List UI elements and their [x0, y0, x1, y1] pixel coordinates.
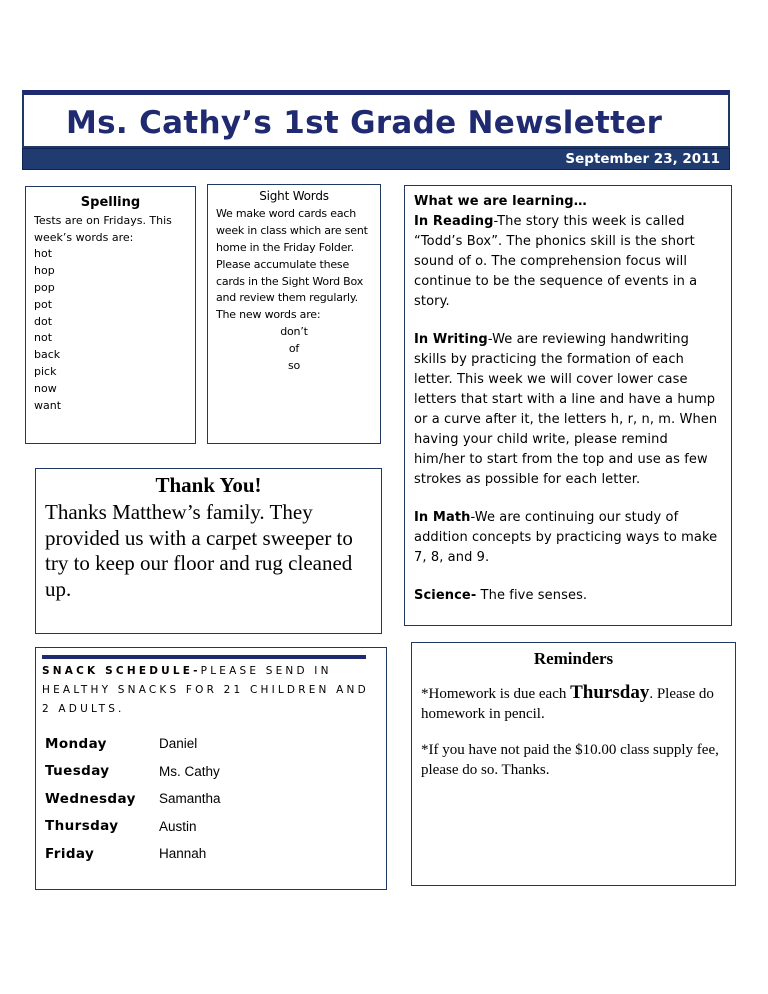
spelling-word: want: [34, 398, 62, 412]
snack-day: Thursday: [45, 818, 119, 835]
learning-box: [404, 185, 732, 626]
spelling-word: back: [34, 348, 61, 362]
spelling-word: not: [34, 331, 53, 345]
spelling-intro: Tests are on Fridays. This week’s words are:: [34, 213, 172, 244]
snack-day: Tuesday: [45, 763, 110, 780]
snack-schedule-title: [42, 662, 380, 719]
writing-text: -We are reviewing handwriting skills by practicing the formation of each letter. This week we will cover lower case letters that start with a line and have a hump or a curve after it, the letters h, r, n, m. When having your child write, please remind him/her to start from the top and use as few strokes as possible for each letter.: [414, 332, 718, 487]
spelling-word: now: [34, 381, 57, 395]
date-bar: [22, 148, 730, 170]
thank-you-heading: Thank You!: [155, 473, 262, 497]
table-row: [45, 840, 221, 868]
snack-table: [45, 730, 221, 868]
snack-divider: [42, 655, 366, 659]
snack-title-lead: SNACK SCHEDULE-: [42, 665, 201, 677]
spelling-word: dot: [34, 314, 53, 328]
sight-words-box: [207, 184, 381, 444]
sight-word: don’t: [280, 325, 308, 339]
reminder-1-pre: *Homework is due each: [421, 686, 571, 702]
math-label: In Math: [414, 510, 471, 525]
science-text: The five senses.: [476, 588, 588, 603]
writing-label: In Writing: [414, 332, 488, 347]
reminder-item: [421, 683, 726, 724]
newsletter-date: September 23, 2011: [565, 151, 720, 167]
reminders-heading: Reminders: [533, 649, 614, 668]
reminders-box: [411, 642, 736, 886]
spelling-word-list: [34, 246, 187, 414]
thank-you-box: [35, 468, 382, 634]
sight-word-list: [216, 324, 372, 375]
spelling-word: hot: [34, 247, 53, 261]
spelling-word: pop: [34, 280, 55, 294]
math-text: -We are continuing our study of addition concepts by practicing ways to make 7, 8, and 9.: [414, 510, 718, 565]
spelling-box: [25, 186, 196, 444]
learning-heading: What we are learning…: [414, 194, 587, 209]
thank-you-body: Thanks Matthew’s family. They provided us with a carpet sweeper to try to keep our floor and rug cleaned up.: [45, 500, 353, 601]
snack-name: Ms. Cathy: [159, 763, 220, 779]
snack-name: Daniel: [159, 736, 198, 752]
spelling-word: pick: [34, 364, 57, 378]
sight-words-intro: We make word cards each week in class which are sent home in the Friday Folder. Please accumulate these cards in the Sight Word Box and review them regularly. The new words are:: [216, 206, 368, 322]
sight-word: of: [288, 342, 300, 356]
math-paragraph: [414, 508, 722, 568]
reading-paragraph: [414, 212, 722, 312]
science-paragraph: [414, 586, 722, 606]
table-row: [45, 813, 221, 841]
newsletter-title: Ms. Cathy’s 1st Grade Newsletter: [66, 105, 663, 141]
reading-text: -The story this week is called “Todd’s Box”. The phonics skill is the short sound of o. The comprehension focus will continue to be the sequence of events in a story.: [414, 214, 698, 309]
spelling-heading: Spelling: [80, 195, 141, 210]
spelling-word: hop: [34, 264, 55, 278]
snack-name: Samantha: [159, 791, 221, 807]
science-label: Science-: [414, 588, 477, 603]
table-row: [45, 785, 221, 813]
snack-name: Austin: [159, 818, 197, 834]
snack-day: Friday: [45, 845, 95, 862]
table-row: [45, 758, 221, 786]
reminder-item: *If you have not paid the $10.00 class supply fee, please do so. Thanks.: [421, 742, 719, 778]
snack-name: Hannah: [159, 846, 207, 862]
reminder-1-day: Thursday: [570, 682, 650, 703]
snack-title-rest: PLEASE SEND IN HEALTHY SNACKS FOR 21 CHILDREN AND 2 ADULTS.: [42, 665, 369, 715]
spelling-word: pot: [34, 297, 53, 311]
reading-label: In Reading: [414, 214, 494, 229]
table-row: [45, 730, 221, 758]
sight-word: so: [287, 359, 301, 373]
sight-words-heading: Sight Words: [259, 189, 329, 203]
writing-paragraph: [414, 330, 722, 490]
snack-day: Wednesday: [45, 790, 136, 807]
reminder-1-post: . Please do homework in pencil.: [421, 686, 714, 722]
newsletter-header: [22, 90, 730, 148]
snack-schedule-box: [35, 647, 387, 890]
snack-day: Monday: [45, 735, 107, 752]
